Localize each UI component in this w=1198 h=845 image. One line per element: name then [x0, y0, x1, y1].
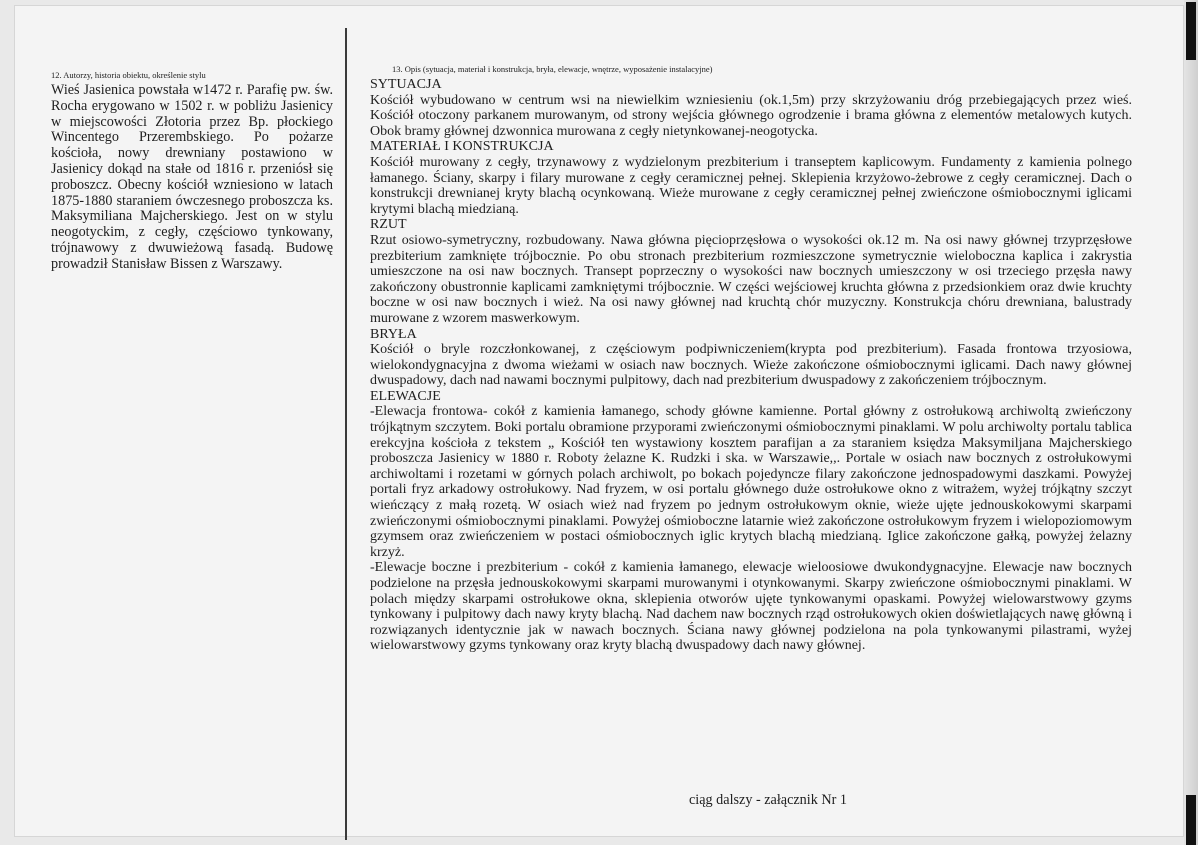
section-text-material: Kościół murowany z cegły, trzynawowy z wydzielonym prezbiterium i transeptem kaplicowym. Fundamenty z kamienia polnego łamanego. Ściany, skarpy i filary murowane z cegły ceramicznej pełnej. Sklepienia krzyżowo-żebrowe z cegły ceramicznej. Dach o konstrukcji drewnianej kryty blachą ocynkowaną. Wieże murowane z cegły ceramicznej pełnej zwieńczone ośmiobocznymi iglicami krytymi blachą miedzianą.: [370, 154, 1132, 217]
section-text-elewacje-boczne: -Elewacje boczne i prezbiterium - cokół z kamienia łamanego, elewacje wieloosiowe dwukondygnacyjne. Elewacje naw bocznych podzielone na przęsła jednouskokowymi skarpami murowanymi i otynkowanymi. Skarpy zwieńczone ośmiobocznymi pinaklami. W polach między skarpami ostrołukowe okna, sklepienia otworów ujęte tynkowanymi opaskami. Powyżej wielowarstwowy gzyms tynkowany i pulpitowy dach nawy kryty blachą. Nad dachem naw bocznych rząd ostrołukowych okien doświetlających nawę główną i rozwiązanych identycznie jak w nawach bocznych. Ściana nawy głównej podzielona na pola tynkowanymi pilastrami, wyżej wielowarstwowy gzyms tynkowany oraz kryty blachą dwuspadowy dach nawy głównej.: [370, 560, 1132, 654]
description-heading: 13. Opis (sytuacja, materiał i konstrukcja, bryła, elewacje, wnętrze, wyposażenie instalacyjne): [392, 64, 713, 74]
history-text: Wieś Jasienica powstała w1472 r. Parafię pw. św. Rocha erygowano w 1502 r. w pobliżu Jasienicy w miejscowości Złotoria przez Bp. płockiego Wincentego Przerembskiego. Po pożarze kościoła, nowy drewniany postawiono w Jasienicy dokąd na stałe od 1816 r. przeniósł się proboszcz. Obecny kościół wzniesiono w latach 1875-1880 staraniem ówczesnego proboszcza ks. Maksymiliana Majcherskiego. Jest on w stylu neogotyckim, z cegły, częściowo tynkowany, trójnawowy z dwuwieżową fasadą. Budowę prowadził Stanisław Bissen z Warszawy.: [51, 82, 333, 272]
scan-edge-mark-top: [1186, 2, 1196, 60]
section-text-elewacje-frontowa: -Elewacja frontowa- cokół z kamienia łamanego, schody główne kamienne. Portal główny z ostrołukową archiwoltą zwieńczony trójkątnym szczytem. Boki portalu obramione przyporami zwieńczonymi ośmiobocznymi pinaklami. W polu archiwolty portalu tablica erekcyjna kościoła z tekstem „ Kościół ten wystawiony kosztem parafijan a za staraniem księdza Maksymiljana Majcherskiego proboszcza Jasienicy w 1880 r. Roboty żelazne K. Rudzki i ska. w Warszawie,,. Portale w osiach naw bocznych z ostrołukowymi archiwoltami i rozetami w górnych polach archiwolt, po bokach pojedyncze filary zakończone jednospadowymi daszkami. Powyżej portali fryz arkadowy ostrołukowy. Nad fryzem, w osi portalu głównego duże ostrołukowe okno z witrażem, wyżej trójkątny szczyt wieńczący z małą rozetą. W osiach wież nad fryzem po jednym ostrołukowym oknie, wieże ujęte jednouskokowymi skarpami zwieńczonymi ośmiobocznymi pinaklami. Powyżej ośmioboczne latarnie wież zakończone ostrołukowym fryzem i wielopoziomowym gzymsem oraz zwieńczeniem w postaci ośmiobocznych iglic krytych blachą miedzianą. Iglice zakończone gałką, powyżej żelazny krzyż.: [370, 404, 1132, 560]
section-title-material: MATERIAŁ I KONSTRUKCJA: [370, 139, 554, 155]
history-heading: 12. Autorzy, historia obiektu, określenie stylu: [51, 70, 206, 80]
section-text-sytuacja: Kościół wybudowano w centrum wsi na niewielkim wzniesieniu (ok.1,5m) przy skrzyżowaniu dróg przebiegających przez wieś. Kościół otoczony parkanem murowanym, od strony wejścia głównego ogrodzenie i brama główna z elementów metalowych kutych. Obok bramy głównej dzwonnica murowana z cegły nietynkowanej-neogotycka.: [370, 92, 1132, 139]
section-title-elewacje: ELEWACJE: [370, 388, 441, 404]
scan-edge-mark-bottom: [1186, 795, 1196, 845]
section-text-bryla: Kościół o bryle rozczłonkowanej, z częściowym podpiwniczeniem(krypta pod prezbiterium). Fasada frontowa trzyosiowa, wielokondygnacyjna z dwoma wieżami w osiach naw bocznych. Wieże zakończone ośmiobocznymi iglicami. Dach nawy głównej dwuspadowy, dach nad nawami bocznymi pulpitowy, dach nad prezbiterium dwuspadowy z zakończeniem trójbocznym.: [370, 342, 1132, 389]
description-column: [370, 64, 1132, 654]
continuation-note: ciąg dalszy - załącznik Nr 1: [689, 792, 847, 808]
history-column: [51, 70, 333, 273]
page-edge: [1184, 0, 1198, 845]
section-title-rzut: RZUT: [370, 217, 407, 233]
section-title-sytuacja: SYTUACJA: [370, 77, 442, 92]
section-title-bryla: BRYŁA: [370, 326, 417, 342]
column-divider: [345, 28, 347, 840]
section-text-rzut: Rzut osiowo-symetryczny, rozbudowany. Nawa główna pięcioprzęsłowa o wysokości ok.12 m. Na osi nawy głównej trzyprzęsłowe prezbiterium zamknięte trójbocznie. Po obu stronach prezbiterium rozmieszczone symetrycznie wieloboczna kaplica i zakrystia umieszczone na osi naw bocznych. Transept poprzeczny o wysokości naw bocznych umieszczony w osi trzeciego przęsła nawy zakończony obustronnie kaplicami zamkniętymi trójbocznie. W części wejściowej kruchta główna z przedsionkiem oraz dwie kruchty boczne w osi naw bocznych i wież. Na osi nawy głównej nad kruchtą chór muzyczny. Konstrukcja chóru drewniana, balustrady murowane z wzorem maswerkowym.: [370, 232, 1132, 326]
